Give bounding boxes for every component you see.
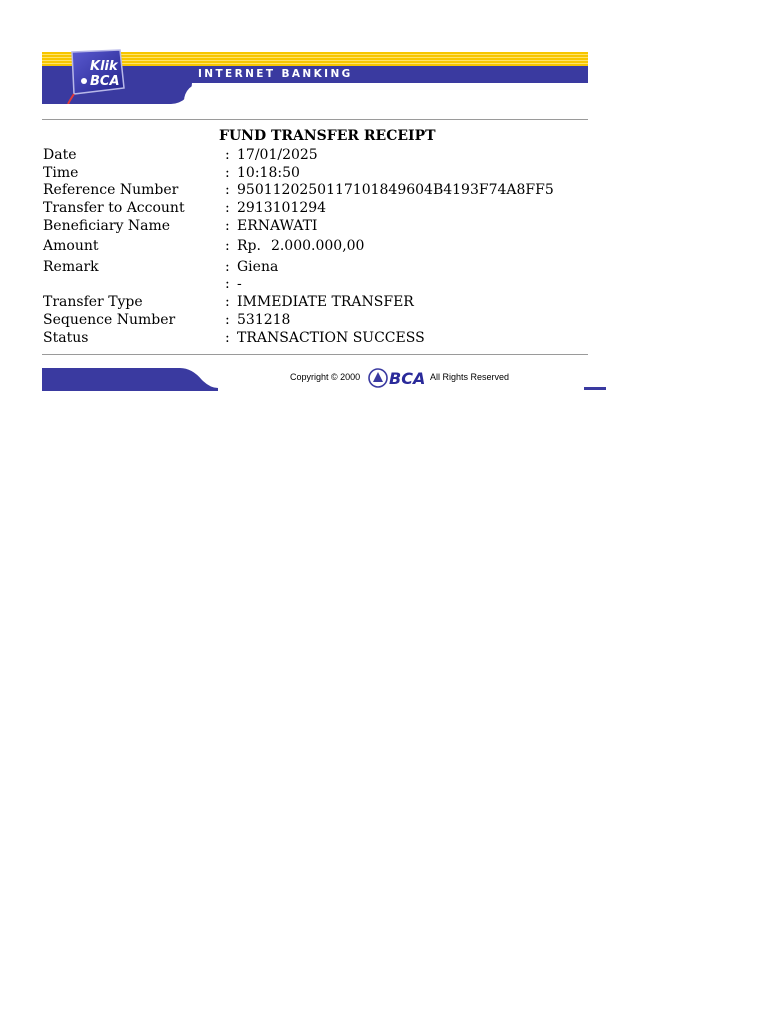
row-separator: : xyxy=(225,259,230,275)
receipt-row-beneficiary xyxy=(43,217,603,235)
row-value: 531218 xyxy=(237,312,291,328)
receipt-row-status xyxy=(43,329,603,347)
bottom-divider xyxy=(42,354,588,355)
receipt-row-remark xyxy=(43,258,603,276)
row-separator: : xyxy=(225,200,230,216)
bca-logo-text: BCA xyxy=(389,369,426,388)
footer-navy-bar xyxy=(584,387,606,390)
row-value: ERNAWATI xyxy=(237,218,318,234)
banner-white-curve xyxy=(184,83,588,104)
klikbca-logo xyxy=(66,48,128,104)
row-separator: : xyxy=(225,182,230,198)
row-label: Amount xyxy=(43,238,99,254)
amount-currency: Rp. xyxy=(237,238,261,254)
logo-mark-icon xyxy=(81,78,87,84)
row-separator: : xyxy=(225,294,230,310)
row-value: TRANSACTION SUCCESS xyxy=(237,330,425,346)
row-value: 10:18:50 xyxy=(237,165,300,181)
receipt-row-account xyxy=(43,199,603,217)
row-label: Sequence Number xyxy=(43,312,176,328)
row-label: Status xyxy=(43,330,89,346)
row-label: Time xyxy=(43,165,79,181)
row-value: - xyxy=(237,276,242,292)
banner-title: INTERNET BANKING xyxy=(198,68,353,80)
top-divider xyxy=(42,119,588,120)
amount-value: 2.000.000,00 xyxy=(270,238,365,254)
receipt-title: FUND TRANSFER RECEIPT xyxy=(219,128,436,144)
bca-logo xyxy=(368,367,426,389)
logo-text-bottom: BCA xyxy=(90,74,120,89)
row-separator: : xyxy=(225,165,230,181)
receipt-row-reference xyxy=(43,181,603,199)
row-value: IMMEDIATE TRANSFER xyxy=(237,294,414,310)
row-label: Remark xyxy=(43,259,99,275)
row-value: 17/01/2025 xyxy=(237,147,318,163)
receipt-row-time xyxy=(43,164,603,182)
receipt-row-date xyxy=(43,146,603,164)
receipt-row-sequence xyxy=(43,311,603,329)
receipt-row-remark-extra xyxy=(43,275,603,293)
receipt-row-amount xyxy=(43,237,603,255)
row-label: Transfer to Account xyxy=(43,200,185,216)
row-value: Giena xyxy=(237,259,279,275)
row-value: 9501120250117101849604B4193F74A8FF5 xyxy=(237,182,554,198)
row-label: Reference Number xyxy=(43,182,179,198)
row-label: Transfer Type xyxy=(43,294,143,310)
row-separator: : xyxy=(225,276,230,292)
rights-text: All Rights Reserved xyxy=(430,372,510,382)
row-label: Beneficiary Name xyxy=(43,218,171,234)
row-separator: : xyxy=(225,218,230,234)
row-value: 2913101294 xyxy=(237,200,327,216)
receipt-row-transfer-type xyxy=(43,293,603,311)
row-separator: : xyxy=(225,330,230,346)
row-label: Date xyxy=(43,147,77,163)
header-banner xyxy=(42,52,588,104)
logo-text-top: Klik xyxy=(90,59,118,74)
row-separator: : xyxy=(225,238,230,254)
footer-navy-swoosh xyxy=(42,368,218,391)
row-separator: : xyxy=(225,147,230,163)
row-value xyxy=(237,237,364,255)
copyright-text: Copyright © 2000 xyxy=(290,372,361,382)
row-separator: : xyxy=(225,312,230,328)
